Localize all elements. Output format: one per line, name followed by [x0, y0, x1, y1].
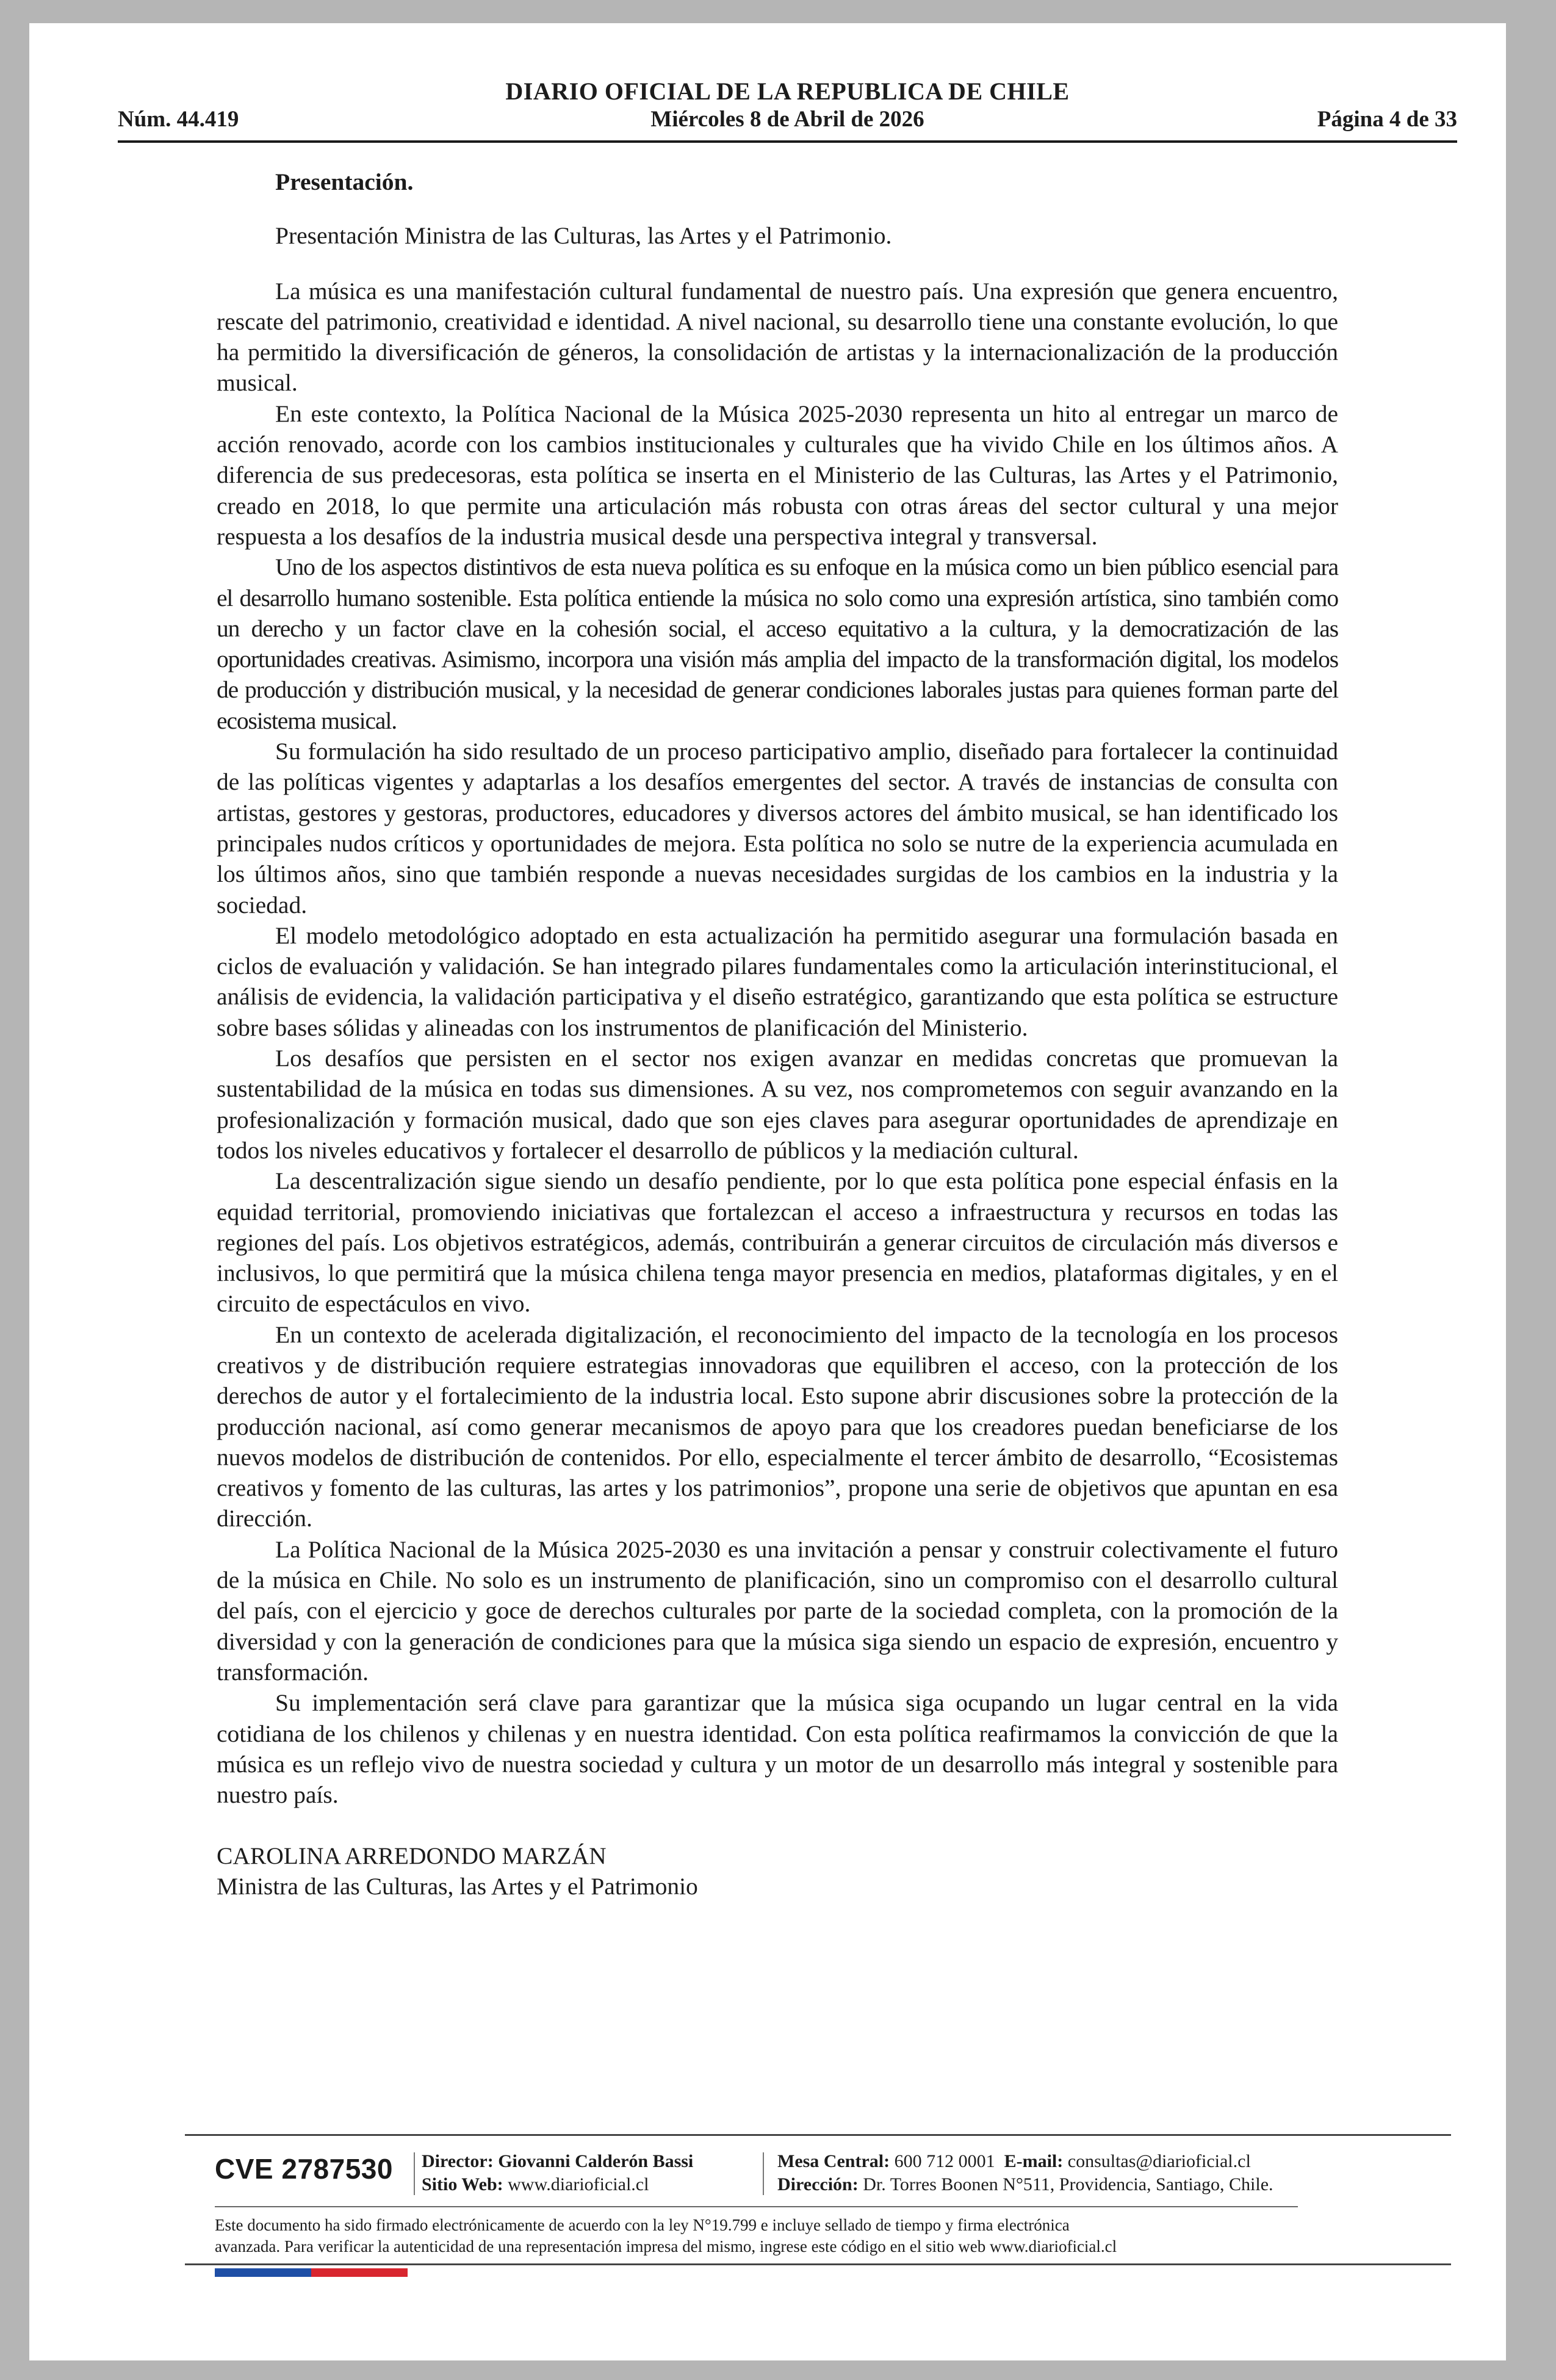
- mesa-label: Mesa Central:: [777, 2151, 890, 2171]
- body-paragraph: Uno de los aspectos distintivos de esta nueva política es su enfoque en la música como un bien público esencial para el desarrollo humano sostenible. Esta política entiende la música no solo como una expresión artística, sino también como un derecho y un factor clave en la cohesión social, el acceso equitativo a la cultura, y la democratización de las oportunidades creativas. Asimismo, incorpora una visión más amplia del impacto de la transformación digital, los modelos de producción y distribución musical, y la necesidad de generar condiciones laborales justas para quienes forman parte del ecosistema musical.: [217, 554, 1338, 734]
- issue-number: Núm. 44.419: [118, 107, 239, 132]
- footer-director-column: [422, 2150, 693, 2196]
- legal-notice: [215, 2215, 1362, 2257]
- footer-contact-column: [777, 2150, 1273, 2196]
- body-paragraph: La descentralización sigue siendo un desafío pendiente, por lo que esta política pone especial énfasis en la equidad territorial, promoviendo iniciativas que fortalezcan el acceso a infraestructura y recursos en todas las regiones del país. Los objetivos estratégicos, además, contribuirán a generar circuitos de circulación más diversos e inclusivos, lo que permitirá que la música chilena tenga mayor presencia en medios, plataformas digitales, y en el circuito de espectáculos en vivo.: [217, 1167, 1338, 1318]
- director-name: Giovanni Calderón Bassi: [498, 2151, 694, 2171]
- page-footer: [185, 2134, 1451, 2311]
- body-paragraph: La música es una manifestación cultural fundamental de nuestro país. Una expresión que genera encuentro, rescate del patrimonio, creatividad e identidad. A nivel nacional, su desarrollo tiene una constante evolución, lo que ha permitido la diversificación de géneros, la consolidación de artistas y la internacionalización de la producción musical.: [217, 277, 1338, 397]
- body-paragraph: El modelo metodológico adoptado en esta actualización ha permitido asegurar una formulación basada en ciclos de evaluación y validación. Se han integrado pilares fundamentales como la articulación interinstitucional, el análisis de evidencia, la validación participativa y el diseño estratégico, garantizando que esta política se estructure sobre bases sólidas y alineadas con los instrumentos de planificación del Ministerio.: [217, 921, 1338, 1041]
- footer-mid-rule: [215, 2206, 1298, 2207]
- flag-blue-bar: [215, 2268, 311, 2277]
- body-paragraph: En este contexto, la Política Nacional de la Música 2025-2030 representa un hito al entregar un marco de acción renovado, acorde con los cambios institucionales y culturales que ha vivido Chile en los últimos años. A diferencia de sus predecesoras, esta política se inserta en el Ministerio de las Culturas, las Artes y el Patrimonio, creado en 2018, lo que permite una articulación más robusta con otras áreas del sector cultural y una mejor respuesta a los desafíos de la industria musical desde una perspectiva integral y transversal.: [217, 400, 1338, 550]
- footer-separator: [414, 2152, 415, 2195]
- legal-line: Este documento ha sido firmado electrónicamente de acuerdo con la ley N°19.799 e incluye sellado de tiempo y firma electrónica: [215, 2216, 1070, 2234]
- address-label: Dirección:: [777, 2174, 859, 2194]
- site-url[interactable]: www.diarioficial.cl: [508, 2174, 649, 2194]
- newspaper-title: DIARIO OFICIAL DE LA REPUBLICA DE CHILE: [505, 78, 1070, 105]
- body-paragraph: La Política Nacional de la Música 2025-2030 es una invitación a pensar y construir colectivamente el futuro de la música en Chile. No solo es un instrumento de planificación, sino un compromiso con el desarrollo cultural del país, con el ejercicio y goce de derechos culturales por parte de la sociedad completa, con la promoción de la diversidad y con la generación de condiciones para que la música siga siendo un espacio de expresión, encuentro y transformación.: [217, 1535, 1338, 1686]
- body-paragraph: Su implementación será clave para garantizar que la música siga ocupando un lugar central en la vida cotidiana de los chilenos y chilenas y en nuestra identidad. Con esta política reafirmamos la convicción de que la música es un reflejo vivo de nuestra sociedad y cultura y un motor de un desarrollo más integral y sostenible para nuestro país.: [217, 1689, 1338, 1809]
- director-label: Director:: [422, 2151, 494, 2171]
- document-page: [29, 23, 1506, 2360]
- header-divider: [118, 140, 1457, 143]
- footer-separator: [763, 2152, 764, 2195]
- address-text: Dr. Torres Boonen N°511, Providencia, Santiago, Chile.: [863, 2174, 1273, 2194]
- cve-code: CVE 2787530: [215, 2153, 393, 2185]
- flag-stripe: [215, 2268, 408, 2277]
- issue-date: Miércoles 8 de Abril de 2026: [650, 107, 924, 132]
- mesa-phone: 600 712 0001: [894, 2151, 995, 2171]
- footer-bottom-rule: [185, 2263, 1451, 2265]
- email-label: E-mail:: [1004, 2151, 1064, 2171]
- site-label: Sitio Web:: [422, 2174, 503, 2194]
- flag-red-bar: [311, 2268, 408, 2277]
- page-header: [118, 77, 1457, 150]
- document-body: [217, 167, 1338, 1902]
- body-paragraph: Su formulación ha sido resultado de un proceso participativo amplio, diseñado para fortalecer la continuidad de las políticas vigentes y adaptarlas a los desafíos emergentes del sector. A través de instancias de consulta con artistas, gestores y gestoras, productores, educadores y diversos actores del ámbito musical, se han identificado los principales nudos críticos y oportunidades de mejora. Esta política no solo se nutre de la experiencia acumulada en los últimos años, sino que también responde a nuevas necesidades surgidas de los cambios en la industria y la sociedad.: [217, 738, 1338, 918]
- body-paragraph: Los desafíos que persisten en el sector nos exigen avanzar en medidas concretas que promuevan la sustentabilidad de la música en todas sus dimensiones. A su vez, nos comprometemos con seguir avanzando en la profesionalización y formación musical, dado que son ejes claves para asegurar oportunidades de aprendizaje en todos los niveles educativos y fortalecer el desarrollo de públicos y la mediación cultural.: [217, 1045, 1338, 1164]
- signer-title: Ministra de las Culturas, las Artes y el Patrimonio: [217, 1873, 698, 1900]
- section-title: Presentación.: [275, 168, 414, 195]
- email-address[interactable]: consultas@diarioficial.cl: [1067, 2151, 1251, 2171]
- page-number: Página 4 de 33: [1317, 107, 1457, 132]
- legal-line: avanzada. Para verificar la autenticidad de una representación impresa del mismo, ingrese este código en el sitio web www.diarioficial.cl: [215, 2237, 1117, 2256]
- signer-name: CAROLINA ARREDONDO MARZÁN: [217, 1842, 607, 1870]
- footer-top-rule: [185, 2134, 1451, 2136]
- signature-block: [217, 1841, 1338, 1902]
- body-paragraph: En un contexto de acelerada digitalización, el reconocimiento del impacto de la tecnología en los procesos creativos y de distribución requiere estrategias innovadoras que equilibren el acceso, con la protección de los derechos de autor y el fortalecimiento de la industria local. Esto supone abrir discusiones sobre la protección de la producción nacional, así como generar mecanismos de apoyo para que los creadores puedan beneficiarse de los nuevos modelos de distribución de contenidos. Por ello, especialmente el tercer ámbito de desarrollo, “Ecosistemas creativos y fomento de las culturas, las artes y los patrimonios”, propone una serie de objetivos que apuntan en esa dirección.: [217, 1321, 1338, 1532]
- intro-line: Presentación Ministra de las Culturas, las Artes y el Patrimonio.: [275, 222, 892, 250]
